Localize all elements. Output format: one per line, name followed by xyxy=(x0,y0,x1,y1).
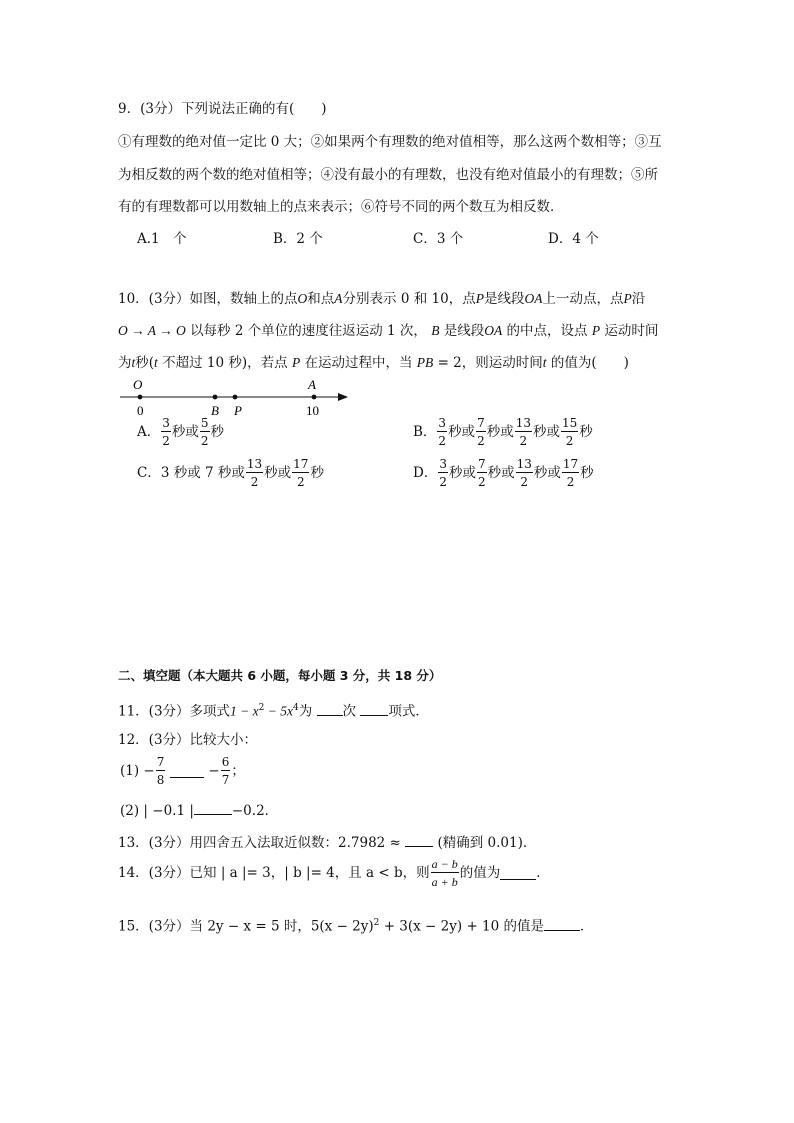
q10-option-b: B． $\frac{3}{2}$ 秒或 $\frac{7}{2}$ 秒或 $\frac{13}{2}$ 秒或 $\frac{15}{2}$ 秒 xyxy=(413,416,593,448)
q9-option-a: A.1 个 xyxy=(137,231,187,247)
q9-line1: ①有理数的绝对值一定比 0 大；②如果两个有理数的绝对值相等，那么这两个数相等；③互 xyxy=(118,134,662,150)
q10-line1: 10．(3分）如图，数轴上的点O和点A分别表示 0 和 10，点P是线段OA上一动点，点P沿 xyxy=(118,291,646,307)
label-a: A xyxy=(308,377,316,392)
q13: 13．(3分）用四舍五入法取近似数：2.7982 ≈ (精确到 0.01)． xyxy=(118,835,537,851)
q13-blank[interactable] xyxy=(405,834,433,847)
q15: 15．(3分）当 2y − x = 5 时，$5(x - 2y)^2 + 3(x - 2y) + 10$ 的值是 ． xyxy=(118,918,594,935)
number-line-arrowhead xyxy=(338,393,348,401)
q11-blank-2[interactable] xyxy=(360,703,388,716)
label-b: B xyxy=(211,403,219,418)
q10-line3: 为t秒(t 不超过 10 秒)，若点 P 在运动过程中，当 PB = 2，则运动时间t 的值为( ) xyxy=(118,355,629,371)
q9-option-c: C．3 个 xyxy=(413,231,464,247)
section-2-heading: 二、填空题（本大题共 6 小题，每小题 3 分，共 18 分） xyxy=(118,668,442,683)
point-b-dot xyxy=(213,395,218,400)
q11: 11．(3分）多项式$1 - x^2 - 5x^4$为 次 项式． xyxy=(118,703,429,720)
q10-option-a: A． $\frac{3}{2}$ 秒或 $\frac{5}{2}$ 秒 xyxy=(137,416,225,448)
point-p-dot xyxy=(233,395,238,400)
q9-option-b: B．2 个 xyxy=(273,231,323,247)
q9-line3: 有的有理数都可以用数轴上的点来表示；⑥符号不同的两个数互为相反数． xyxy=(118,199,564,215)
tick-ten: 10 xyxy=(306,403,319,418)
q12-part-1: (1) − $\frac{7}{8}$ − $\frac{6}{7}$ ； xyxy=(120,755,245,787)
q12-blank-1[interactable] xyxy=(170,765,204,778)
q10-line2: O → A → O 以每秒 2 个单位的速度往返运动 1 次， B 是线段OA 的中点，设点 P 运动时间 xyxy=(118,323,659,339)
tick-zero: 0 xyxy=(137,403,144,418)
q9-option-d: D．4 个 xyxy=(548,231,599,247)
point-a-dot xyxy=(312,395,317,400)
q12-stem: 12．(3分）比较大小： xyxy=(118,732,258,748)
q12-part-2: (2) | −0.1 | −0.2． xyxy=(120,803,279,819)
label-o: O xyxy=(133,377,143,392)
q14: 14．(3分）已知 | a |= 3，| b |= 4，且 a < b，则 $\frac{a - b}{a + b}$ 的值为 ． xyxy=(118,857,550,889)
number-line-diagram xyxy=(118,374,358,420)
q15-blank[interactable] xyxy=(544,918,580,931)
point-o-dot xyxy=(138,395,143,400)
q12-blank-2[interactable] xyxy=(194,802,232,815)
label-p: P xyxy=(234,403,242,418)
q11-blank-1[interactable] xyxy=(317,703,343,716)
q14-blank[interactable] xyxy=(500,867,536,880)
q10-option-c: C．3 秒或 7 秒或 $\frac{13}{2}$ 秒或 $\frac{17}{2}$ 秒 xyxy=(137,457,324,489)
q9-stem: 9．(3分）下列说法正确的有( ) xyxy=(118,101,327,117)
q10-option-d: D． $\frac{3}{2}$ 秒或 $\frac{7}{2}$ 秒或 $\frac{13}{2}$ 秒或 $\frac{17}{2}$ 秒 xyxy=(413,457,594,489)
q9-line2: 为相反数的两个数的绝对值相等；④没有最小的有理数，也没有绝对值最小的有理数；⑤所 xyxy=(118,167,658,183)
